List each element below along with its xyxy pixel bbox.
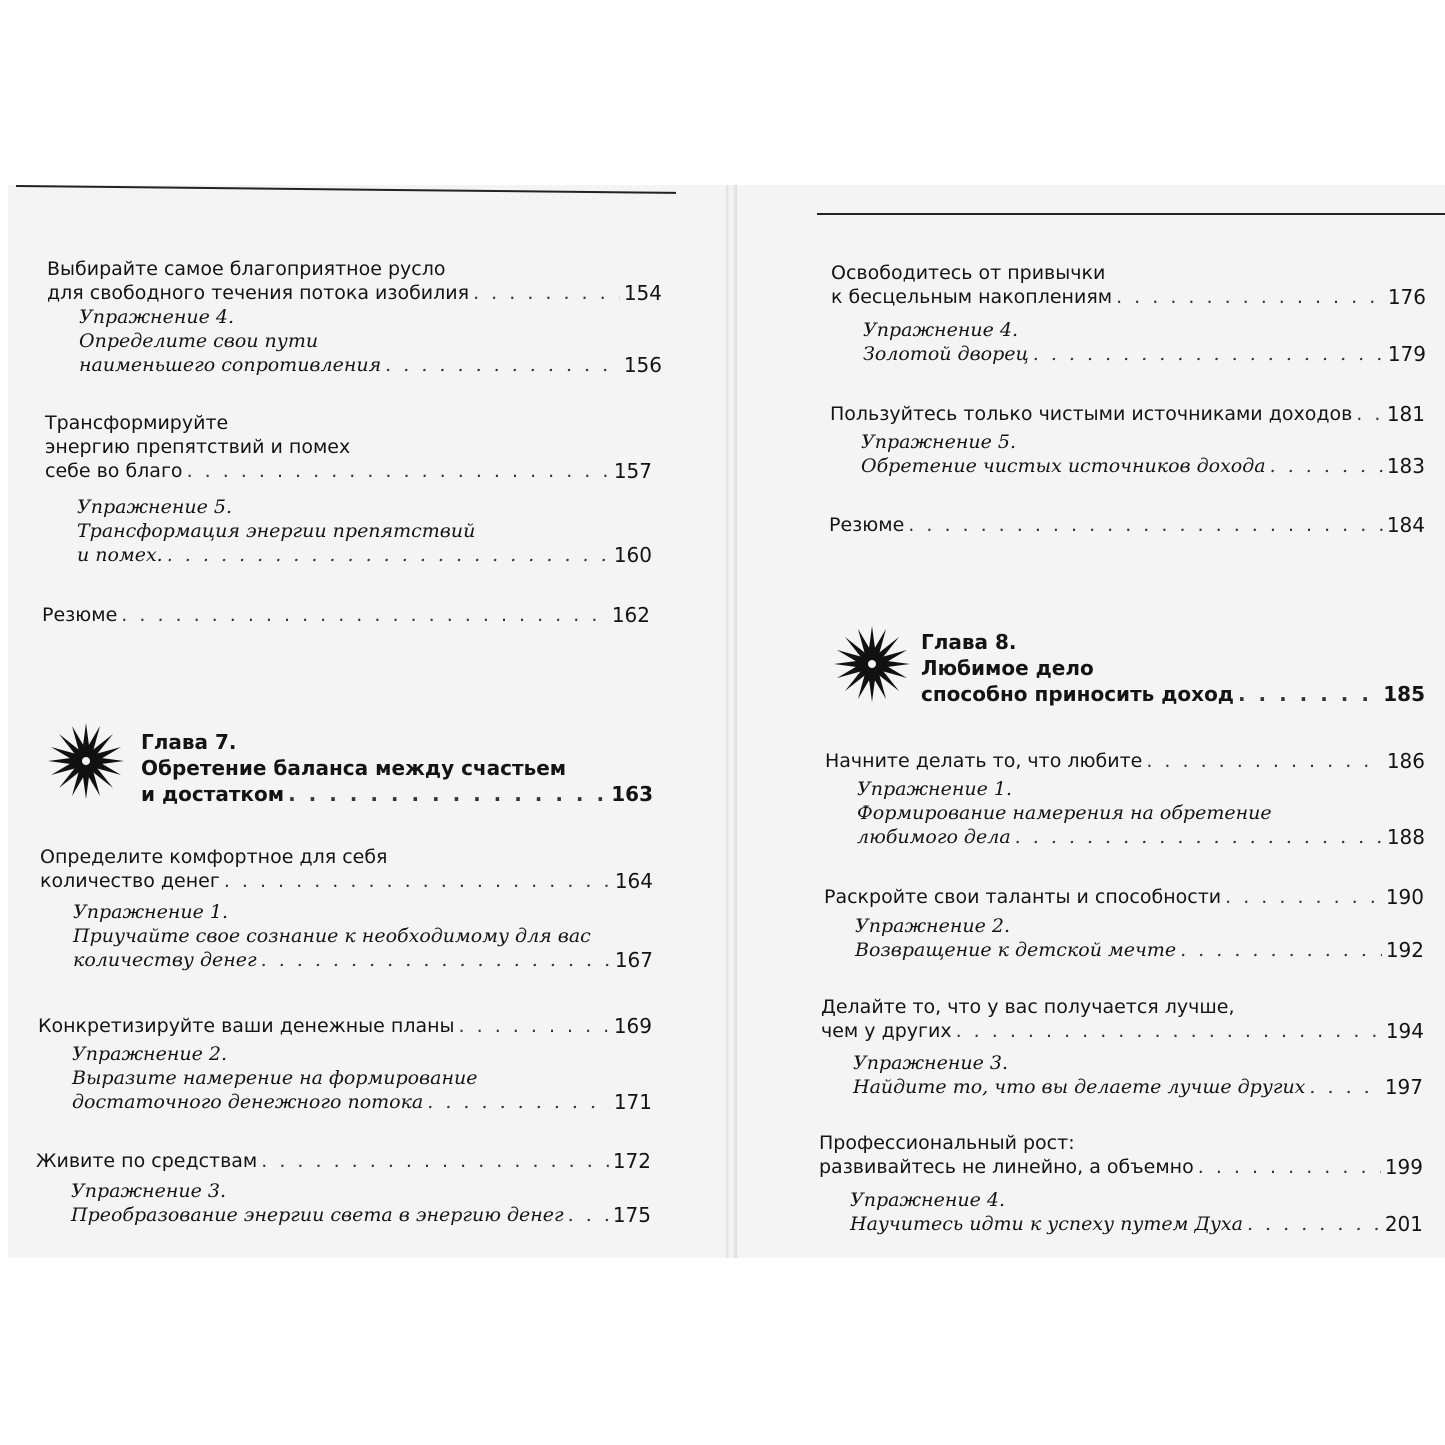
right-page [737, 185, 1445, 1258]
toc-entry[interactable]: Раскройте свои таланты и способности . . . 190 [824, 885, 1424, 909]
page-number: 181 [1386, 402, 1425, 426]
page-number: 175 [612, 1203, 651, 1227]
toc-entry-summary[interactable]: Резюме . . . 162 [42, 603, 650, 627]
leader-dots [956, 1019, 1382, 1043]
toc-entry[interactable]: Выбирайте самое благоприятное русло для свободного течения потока изобилия . . . 154 [47, 257, 662, 305]
leader-dots [1247, 1212, 1381, 1236]
toc-exercise[interactable]: Упражнение 3. Найдите то, что вы делаете лучше других . . . 197 [853, 1051, 1423, 1099]
toc-chapter[interactable]: Глава 7. Обретение баланса между счастьем и достатком . . . 163 [141, 729, 653, 755]
page-number: 160 [613, 543, 652, 567]
page-number: 171 [613, 1090, 652, 1114]
page-number: 183 [1386, 454, 1425, 478]
toc-entry[interactable]: Освободитесь от привычки к бесцельным накоплениям . . . 176 [831, 261, 1426, 309]
toc-entry[interactable]: Трансформируйте энергию препятствий и помех себе во благо . . . 157 [45, 411, 652, 483]
book-gutter [726, 185, 737, 1258]
page-number: 186 [1386, 749, 1425, 773]
page-number: 154 [623, 281, 662, 305]
toc-exercise[interactable]: Упражнение 3. Преобразование энергии света в энергию денег . . . 175 [71, 1179, 651, 1227]
leader-dots [1198, 1155, 1381, 1179]
page-number: 194 [1385, 1019, 1424, 1043]
toc-exercise[interactable]: Упражнение 5. Обретение чистых источников дохода . . . 183 [861, 430, 1425, 478]
page-number: 167 [614, 948, 653, 972]
leader-dots [1238, 681, 1379, 707]
toc-exercise[interactable]: Упражнение 4. Определите свои пути наименьшего сопротивления . . . 156 [79, 305, 662, 377]
leader-dots [1015, 825, 1383, 849]
leader-dots [224, 869, 611, 893]
leader-dots [261, 948, 611, 972]
page-number: 197 [1384, 1075, 1423, 1099]
page-number: 201 [1384, 1212, 1423, 1236]
page-number: 190 [1385, 885, 1424, 909]
leader-dots [1356, 402, 1383, 426]
toc-exercise[interactable]: Упражнение 1. Приучайте свое сознание к необходимому для вас количеству денег . . . 167 [73, 900, 653, 972]
toc-exercise[interactable]: Упражнение 5. Трансформация энергии препятствий и помех. . . . 160 [77, 495, 652, 567]
leader-dots [1225, 885, 1382, 909]
leader-dots [385, 353, 620, 377]
leader-dots [908, 513, 1383, 537]
page-number: 199 [1384, 1155, 1423, 1179]
leader-dots [473, 281, 620, 305]
leader-dots [288, 781, 607, 807]
leader-dots [427, 1090, 610, 1114]
toc-entry[interactable]: Пользуйтесь только чистыми источниками доходов . . . 181 [830, 402, 1425, 426]
page-number: 192 [1385, 938, 1424, 962]
page-number: 162 [611, 603, 650, 627]
header-rule [817, 213, 1445, 215]
page-number: 164 [614, 869, 653, 893]
page-number: 176 [1387, 285, 1426, 309]
leader-dots [1270, 454, 1383, 478]
toc-entry[interactable]: Определите комфортное для себя количество денег . . . 164 [40, 845, 653, 893]
leader-dots [1146, 749, 1382, 773]
leader-dots [187, 459, 610, 483]
page-number: 185 [1383, 682, 1425, 706]
leader-dots [1180, 938, 1382, 962]
page-number: 156 [623, 353, 662, 377]
leader-dots [459, 1014, 610, 1038]
page-number: 188 [1386, 825, 1425, 849]
leader-dots [1116, 285, 1384, 309]
chapter-star-icon [46, 722, 126, 800]
page-number: 157 [613, 459, 652, 483]
toc-exercise[interactable]: Упражнение 4. Научитесь идти к успеху путем Духа . . . 201 [850, 1188, 1423, 1236]
leader-dots [1309, 1075, 1380, 1099]
page-number: 169 [613, 1014, 652, 1038]
toc-exercise[interactable]: Упражнение 4. Золотой дворец . . . 179 [863, 318, 1426, 366]
left-page [8, 185, 726, 1258]
page-number: 179 [1387, 342, 1426, 366]
page-number: 184 [1386, 513, 1425, 537]
chapter-star-icon [832, 625, 912, 703]
page-number: 172 [612, 1149, 651, 1173]
toc-entry[interactable]: Живите по средствам . . . 172 [36, 1149, 651, 1173]
leader-dots [1033, 342, 1384, 366]
header-rule [16, 185, 676, 194]
leader-dots [261, 1149, 609, 1173]
leader-dots [568, 1203, 609, 1227]
toc-entry[interactable]: Конкретизируйте ваши денежные планы . . . 169 [38, 1014, 652, 1038]
toc-entry-summary[interactable]: Резюме . . . 184 [829, 513, 1425, 537]
leader-dots [121, 603, 608, 627]
toc-exercise[interactable]: Упражнение 1. Формирование намерения на обретение любимого дела . . . 188 [857, 777, 1425, 849]
toc-chapter[interactable]: Глава 8. Любимое дело способно приносить доход . . . 185 [921, 629, 1425, 655]
toc-entry[interactable]: Профессиональный рост: развивайтесь не линейно, а объемно . . . 199 [819, 1131, 1423, 1179]
toc-exercise[interactable]: Упражнение 2. Выразите намерение на формирование достаточного денежного потока . . . 171 [72, 1042, 652, 1114]
toc-exercise[interactable]: Упражнение 2. Возвращение к детской мечте . . . 192 [855, 914, 1424, 962]
toc-entry[interactable]: Делайте то, что у вас получается лучше, чем у других . . . 194 [821, 995, 1424, 1043]
page-number: 163 [611, 782, 653, 806]
toc-entry[interactable]: Начните делать то, что любите . . . 186 [825, 749, 1425, 773]
leader-dots [167, 543, 610, 567]
